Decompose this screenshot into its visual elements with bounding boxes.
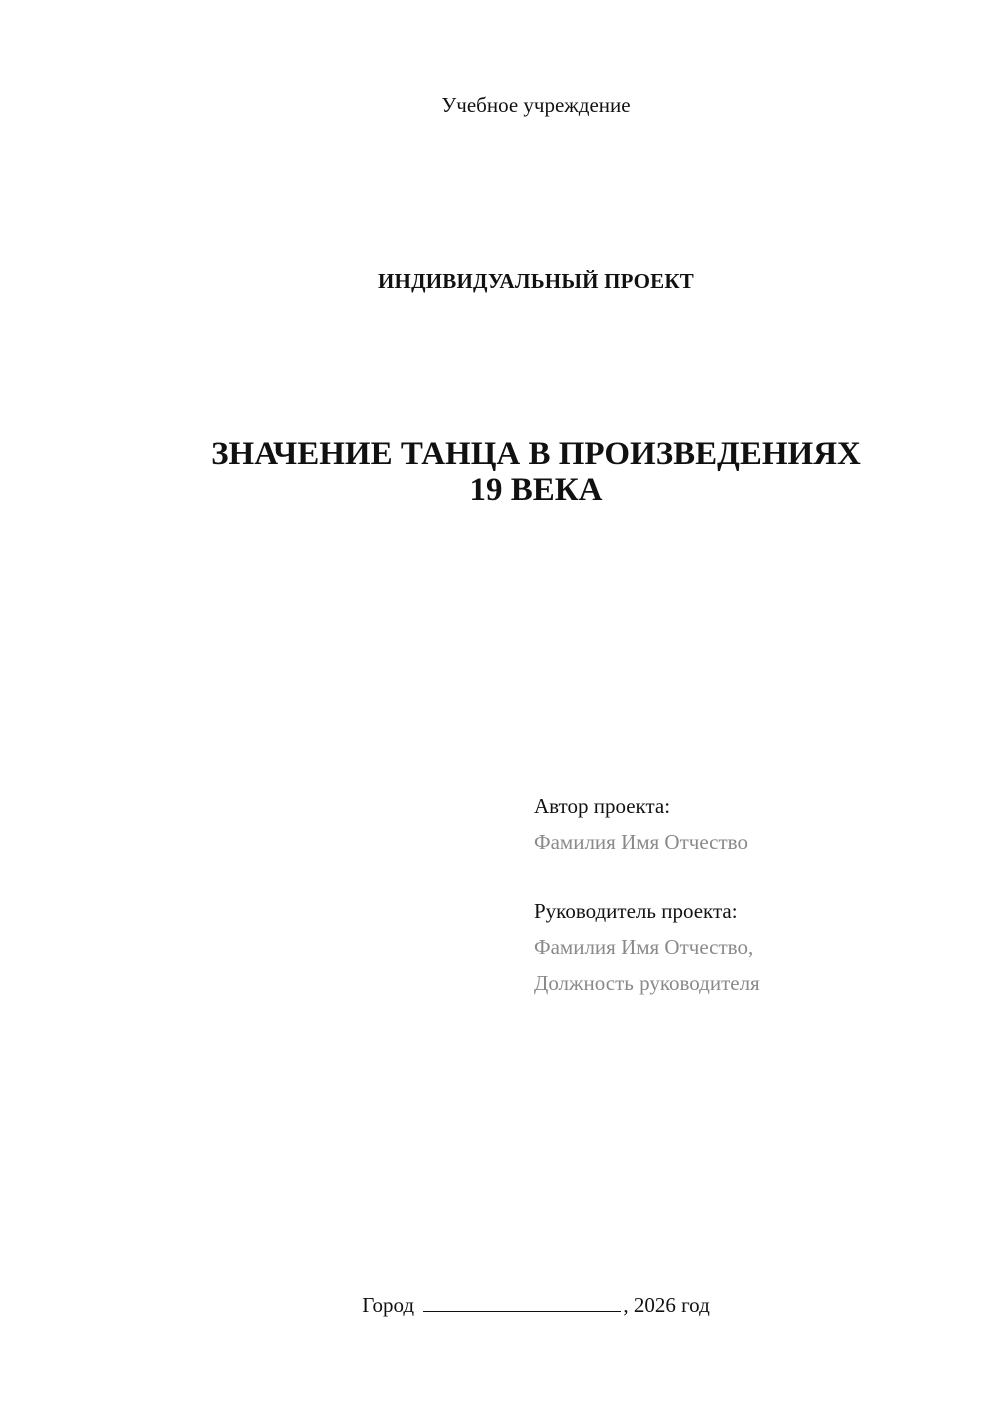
supervisor-position-placeholder: Должность руководителя <box>534 971 760 995</box>
author-name-placeholder: Фамилия Имя Отчество <box>534 830 748 854</box>
supervisor-label: Руководитель проекта: <box>534 899 738 923</box>
supervisor-name-placeholder: Фамилия Имя Отчество, <box>534 935 754 959</box>
city-label: Город <box>362 1293 415 1317</box>
spacer <box>534 860 954 893</box>
institution-name: Учебное учреждение <box>441 93 631 117</box>
document-type: ИНДИВИДУАЛЬНЫЙ ПРОЕКТ <box>378 269 694 293</box>
project-title-line-1: ЗНАЧЕНИЕ ТАНЦА В ПРОИЗВЕДЕНИЯХ <box>211 436 861 472</box>
project-title-line-2: 19 ВЕКА <box>469 472 603 508</box>
project-title <box>0 436 1000 508</box>
year-text: , 2026 год <box>623 1293 710 1317</box>
author-label: Автор проекта: <box>534 794 671 818</box>
project-info-block <box>534 788 954 1001</box>
footer-city-year <box>0 1292 1000 1318</box>
city-blank-line <box>423 1292 621 1312</box>
